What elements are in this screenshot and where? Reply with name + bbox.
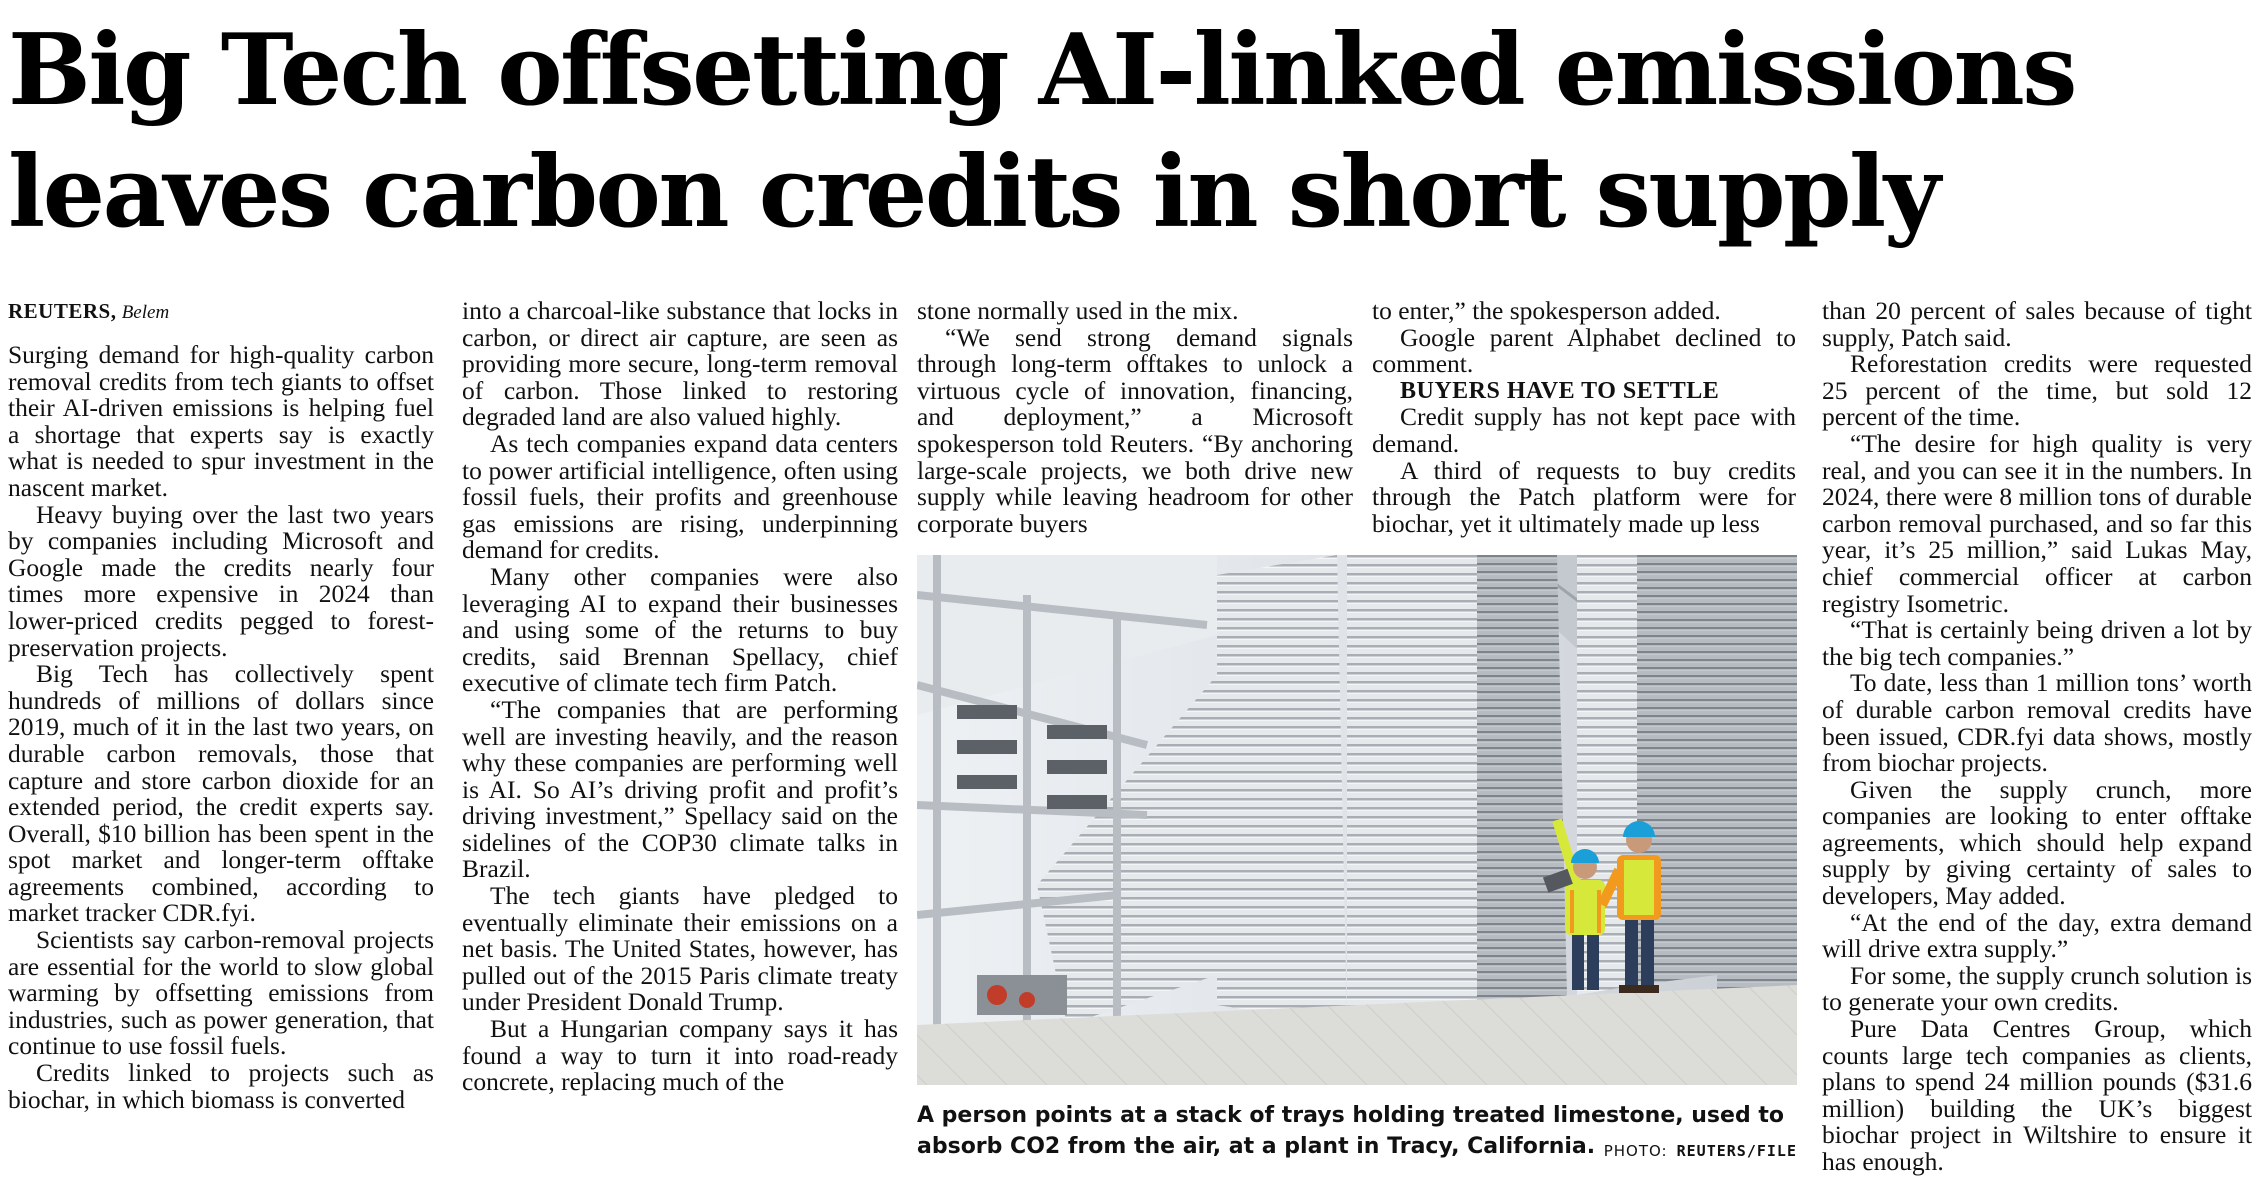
article-column-1 [8, 298, 434, 1113]
article-column-2 [462, 298, 898, 1096]
paragraph: “The companies that are performing well are investing heavily, and the reason why these companies are performing well is AI. So AI’s driving profit and profit’s driving investment,” Spellacy said on the sidelines of the COP30 climate talks in Brazil. [462, 694, 898, 884]
paragraph: A third of requests to buy credits through the Patch platform were for biochar, yet it ultimately made up less [1372, 455, 1796, 538]
paragraph: The tech giants have pledged to eventually eliminate their emissions on a net basis. The United States, however, has pulled out of the 2015 Paris climate treaty under President Donald Trump. [462, 881, 898, 1017]
paragraph: “That is certainly being driven a lot by the big tech companies.” [1822, 615, 2252, 671]
paragraph: Many other companies were also leveraging AI to expand their businesses and using some of the returns to buy credits, said Brennan Spellacy, chief executive of climate tech firm Patch. [462, 561, 898, 698]
limestone-tray-plant-illustration [917, 555, 1797, 1085]
paragraph: into a charcoal-like substance that locks in carbon, or direct air capture, are seen as providing more secure, long-term removal of carbon. Those linked to restoring degraded land are also valued highly. [462, 296, 898, 432]
paragraph: Surging demand for high-quality carbon removal credits from tech giants to offset their AI-driven emissions is helping fuel a shortage that experts say is exactly what is needed to spur investment in the nascent market. [8, 340, 434, 502]
article-column-3 [917, 298, 1353, 537]
paragraph: stone normally used in the mix. [917, 296, 1239, 325]
paragraph: Pure Data Centres Group, which counts large tech companies as clients, plans to spend 24 million pounds ($31.6 million) building the UK’s biggest biochar project in Wiltshire to ensure it has enough. [1822, 1014, 2252, 1176]
byline-place: Belem [121, 302, 170, 323]
paragraph: For some, the supply crunch solution is to generate your own credits. [1822, 960, 2252, 1017]
headline-line-2: leaves carbon credits in short supply [8, 135, 1939, 250]
paragraph: Big Tech has collectively spent hundreds of millions of dollars since 2019, much of it in the last two years, on durable carbon removals, those that capture and store carbon dioxide for an extended period, the credit experts say. Overall, $10 billion has been spent in the spot market and longer-term offtake agreements combined, according to market tracker CDR.fyi. [8, 659, 434, 928]
paragraph: Reforestation credits were requested 25 percent of the time, but sold 12 percent of the time. [1822, 349, 2252, 432]
byline-agency: REUTERS, [8, 299, 117, 323]
paragraph: “At the end of the day, extra demand will drive extra supply.” [1822, 907, 2252, 964]
photo-credit [1575, 1142, 1797, 1160]
paragraph: “We send strong demand signals through long-term offtakes to unlock a virtuous cycle of innovation, financing, and deployment,” a Microsoft spokesperson told Reuters. “By anchoring large-scale projects, we both drive new supply while leaving headroom for other corporate buyers [917, 322, 1353, 538]
paragraph: As tech companies expand data centers to power artificial intelligence, often using fossil fuels, their profits and greenhouse gas emissions are rising, underpinning demand for credits. [462, 428, 898, 565]
paragraph: To date, less than 1 million tons’ worth of durable carbon removal credits have been issued, CDR.fyi data shows, mostly from biochar projects. [1822, 668, 2252, 778]
byline [8, 298, 434, 326]
paragraph: Google parent Alphabet declined to comment. [1372, 322, 1796, 379]
headline [8, 10, 2248, 254]
photo-credit-source: REUTERS/FILE [1676, 1142, 1797, 1160]
article-column-4 [1372, 298, 1796, 537]
paragraph: Given the supply crunch, more companies are looking to enter offtake agreements, which should help expand supply by giving certainty of sales to developers, May added. [1822, 774, 2252, 911]
paragraph: Scientists say carbon-removal projects are essential for the world to slow global warming by offsetting emissions from industries, such as power generation, that continue to use fossil fuels. [8, 925, 434, 1061]
photo-credit-label: PHOTO: [1603, 1142, 1668, 1160]
paragraph: “The desire for high quality is very real, and you can see it in the numbers. In 2024, there were 8 million tons of durable carbon removal purchased, and so far this year, it’s 25 million,” said Lukas May, chief commercial officer at carbon registry Isometric. [1822, 428, 2252, 618]
article-photo [917, 555, 1797, 1085]
photo-caption: A person points at a stack of trays holding treated limestone, used to absorb CO2 from the air, at a plant in Tracy, California. [917, 1103, 1784, 1159]
paragraph: Heavy buying over the last two years by companies including Microsoft and Google made the credits nearly four times more expensive in 2024 than lower-priced credits pegged to forest-preservation projects. [8, 499, 434, 662]
article-column-5 [1822, 298, 2252, 1176]
paragraph: But a Hungarian company says it has found a way to turn it into road-ready concrete, replacing much of the [462, 1014, 898, 1097]
paragraph: Credit supply has not kept pace with demand. [1372, 402, 1796, 458]
headline-line-1: Big Tech offsetting AI-linked emissions [8, 13, 2075, 128]
subhead: BUYERS HAVE TO SETTLE [1400, 377, 1720, 404]
paragraph: to enter,” the spokesperson added. [1372, 296, 1721, 325]
paragraph: than 20 percent of sales because of tight supply, Patch said. [1822, 296, 2252, 352]
paragraph: Credits linked to projects such as biochar, in which biomass is converted [8, 1058, 434, 1114]
